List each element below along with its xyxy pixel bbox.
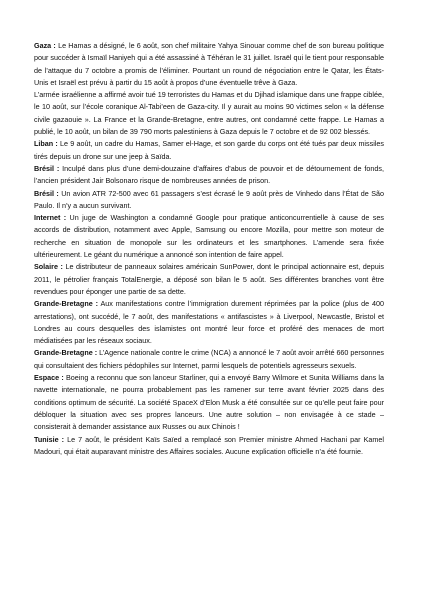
paragraph-gaza	[34, 40, 384, 89]
paragraph-bresil-avion	[34, 188, 384, 213]
paragraph-lead: Liban :	[34, 139, 58, 149]
paragraph-lead: Brésil :	[34, 188, 59, 198]
paragraph-text: Inculpé dans plus d’une demi-douzaine d’affaires d’abus de pouvoir et de détournement de fonds, l’ancien président Jair Bolsonaro risque de nombreuses années de prison.	[34, 163, 384, 186]
paragraph-text: L’Agence nationale contre le crime (NCA) a annoncé le 7 août avoir arrêté 660 personnes qui consultaient des fichiers pédophiles sur Internet, parmi lesquels de potentiels agresseurs sexuels.	[34, 348, 384, 370]
paragraph-gaza-strike	[34, 89, 384, 138]
paragraph-lead: Espace :	[34, 373, 64, 383]
paragraph-text: Le Hamas a désigné, le 6 août, son chef militaire Yahya Sinouar comme chef de son bureau politique pour succéder à Ismaïl Haniyeh qui a été assassiné à Téhéran le 31 juillet. Israël qui le tient pour responsable de l’attaque du 7 octobre a promis de l’éliminer. Pourtant un round de négociation entre le Qatar, les États-Unis et Israël est prévu à partir du 15 août à propos d’une éventuelle trêve à Gaza.	[34, 41, 385, 87]
paragraph-lead: Internet :	[34, 213, 67, 223]
paragraph-lead: Gaza :	[34, 41, 56, 50]
paragraph-lead: Brésil :	[34, 163, 60, 173]
paragraph-grande-bretagne-nca	[34, 347, 384, 372]
paragraph-grande-bretagne-manifestations	[34, 298, 384, 347]
paragraph-espace	[34, 372, 384, 433]
paragraph-text: Un avion ATR 72-500 avec 61 passagers s’est écrasé le 9 août près de Vinhedo dans l’État de São Paulo. Il n’y a aucun survivant.	[34, 188, 384, 210]
paragraph-liban	[34, 138, 384, 163]
paragraph-lead: Tunisie :	[34, 434, 65, 444]
paragraph-text: Le 9 août, un cadre du Hamas, Samer el-Hage, et son garde du corps ont été tués par deux missiles tirés depuis un drone sur une jeep à Saïda.	[34, 139, 384, 161]
paragraph-lead: Solaire :	[34, 262, 63, 272]
paragraph-internet	[34, 212, 384, 261]
paragraph-text: Le distributeur de panneaux solaires américain SunPower, dont le principal actionnaire est, depuis 2011, le pétrolier français TotalEnergie, a déposé son bilan le 5 août. Ses différentes branches vont être revendues pour éponger une partie de sa dette.	[34, 262, 384, 296]
paragraph-text: L’armée israélienne a affirmé avoir tué 19 terroristes du Hamas et du Djihad islamique dans une frappe ciblée, le 10 août, sur l’école coranique Al-Tabi’een de Gaza-city. Il y aurait au moins 90 victimes selon « la défense civile gazaouie ». La France et la Grande-Bretagne, entre autres, ont condamné cette frappe. Le Hamas a publié, le 10 août, un bilan de 39 790 morts palestiniens à Gaza depuis le 7 octobre et de 92 002 blessés.	[34, 90, 384, 137]
paragraph-text: Aux manifestations contre l’immigration durement réprimées par la police (plus de 400 arrestations), ont succédé, le 7 août, des manifestations « antifascistes » à Liverpool, Newcastle, Bristol et Londres au cours desquelles des islamistes ont montré leur force et proféré des menaces de mort médiatisées par les réseaux sociaux.	[34, 299, 384, 346]
paragraph-text: Boeing a reconnu que son lanceur Starliner, qui a envoyé Barry Wilmore et Sunita Williams dans la navette internationale, ne pourra probablement pas les ramener sur terre avant février 2025 dans des conditions optimum de sécurité. La société SpaceX d’Elon Musk a été consultée sur ce qu’elle peut faire pour débloquer la situation avec ses propres lanceurs. Une autre solution – non envisagée à ce stade – consisterait à demander assistance aux Russes ou aux Chinois !	[34, 373, 384, 432]
paragraph-lead: Grande-Bretagne :	[34, 348, 98, 358]
paragraph-solaire	[34, 261, 384, 298]
paragraph-tunisie	[34, 434, 384, 459]
paragraph-bresil-bolsonaro	[34, 163, 384, 188]
paragraph-text: Le 7 août, le président Kaïs Saïed a remplacé son Premier ministre Ahmed Hachani par Kamel Madouri, qui était auparavant ministre des Affaires sociales. Aucune explication officielle n’a été fournie.	[34, 434, 384, 456]
paragraph-lead: Grande-Bretagne :	[34, 299, 98, 309]
paragraph-text: Un juge de Washington a condamné Google pour pratique anticoncurrentielle à cause de ses accords de distribution, notamment avec Apple, Samsung ou encore Mozilla, pour mettre son moteur de recherche en situation de monopole sur les ordinateurs et les smartphones. L’amende sera fixée ultérieurement. Le géant du numérique a annoncé son intention de faire appel.	[34, 213, 384, 260]
